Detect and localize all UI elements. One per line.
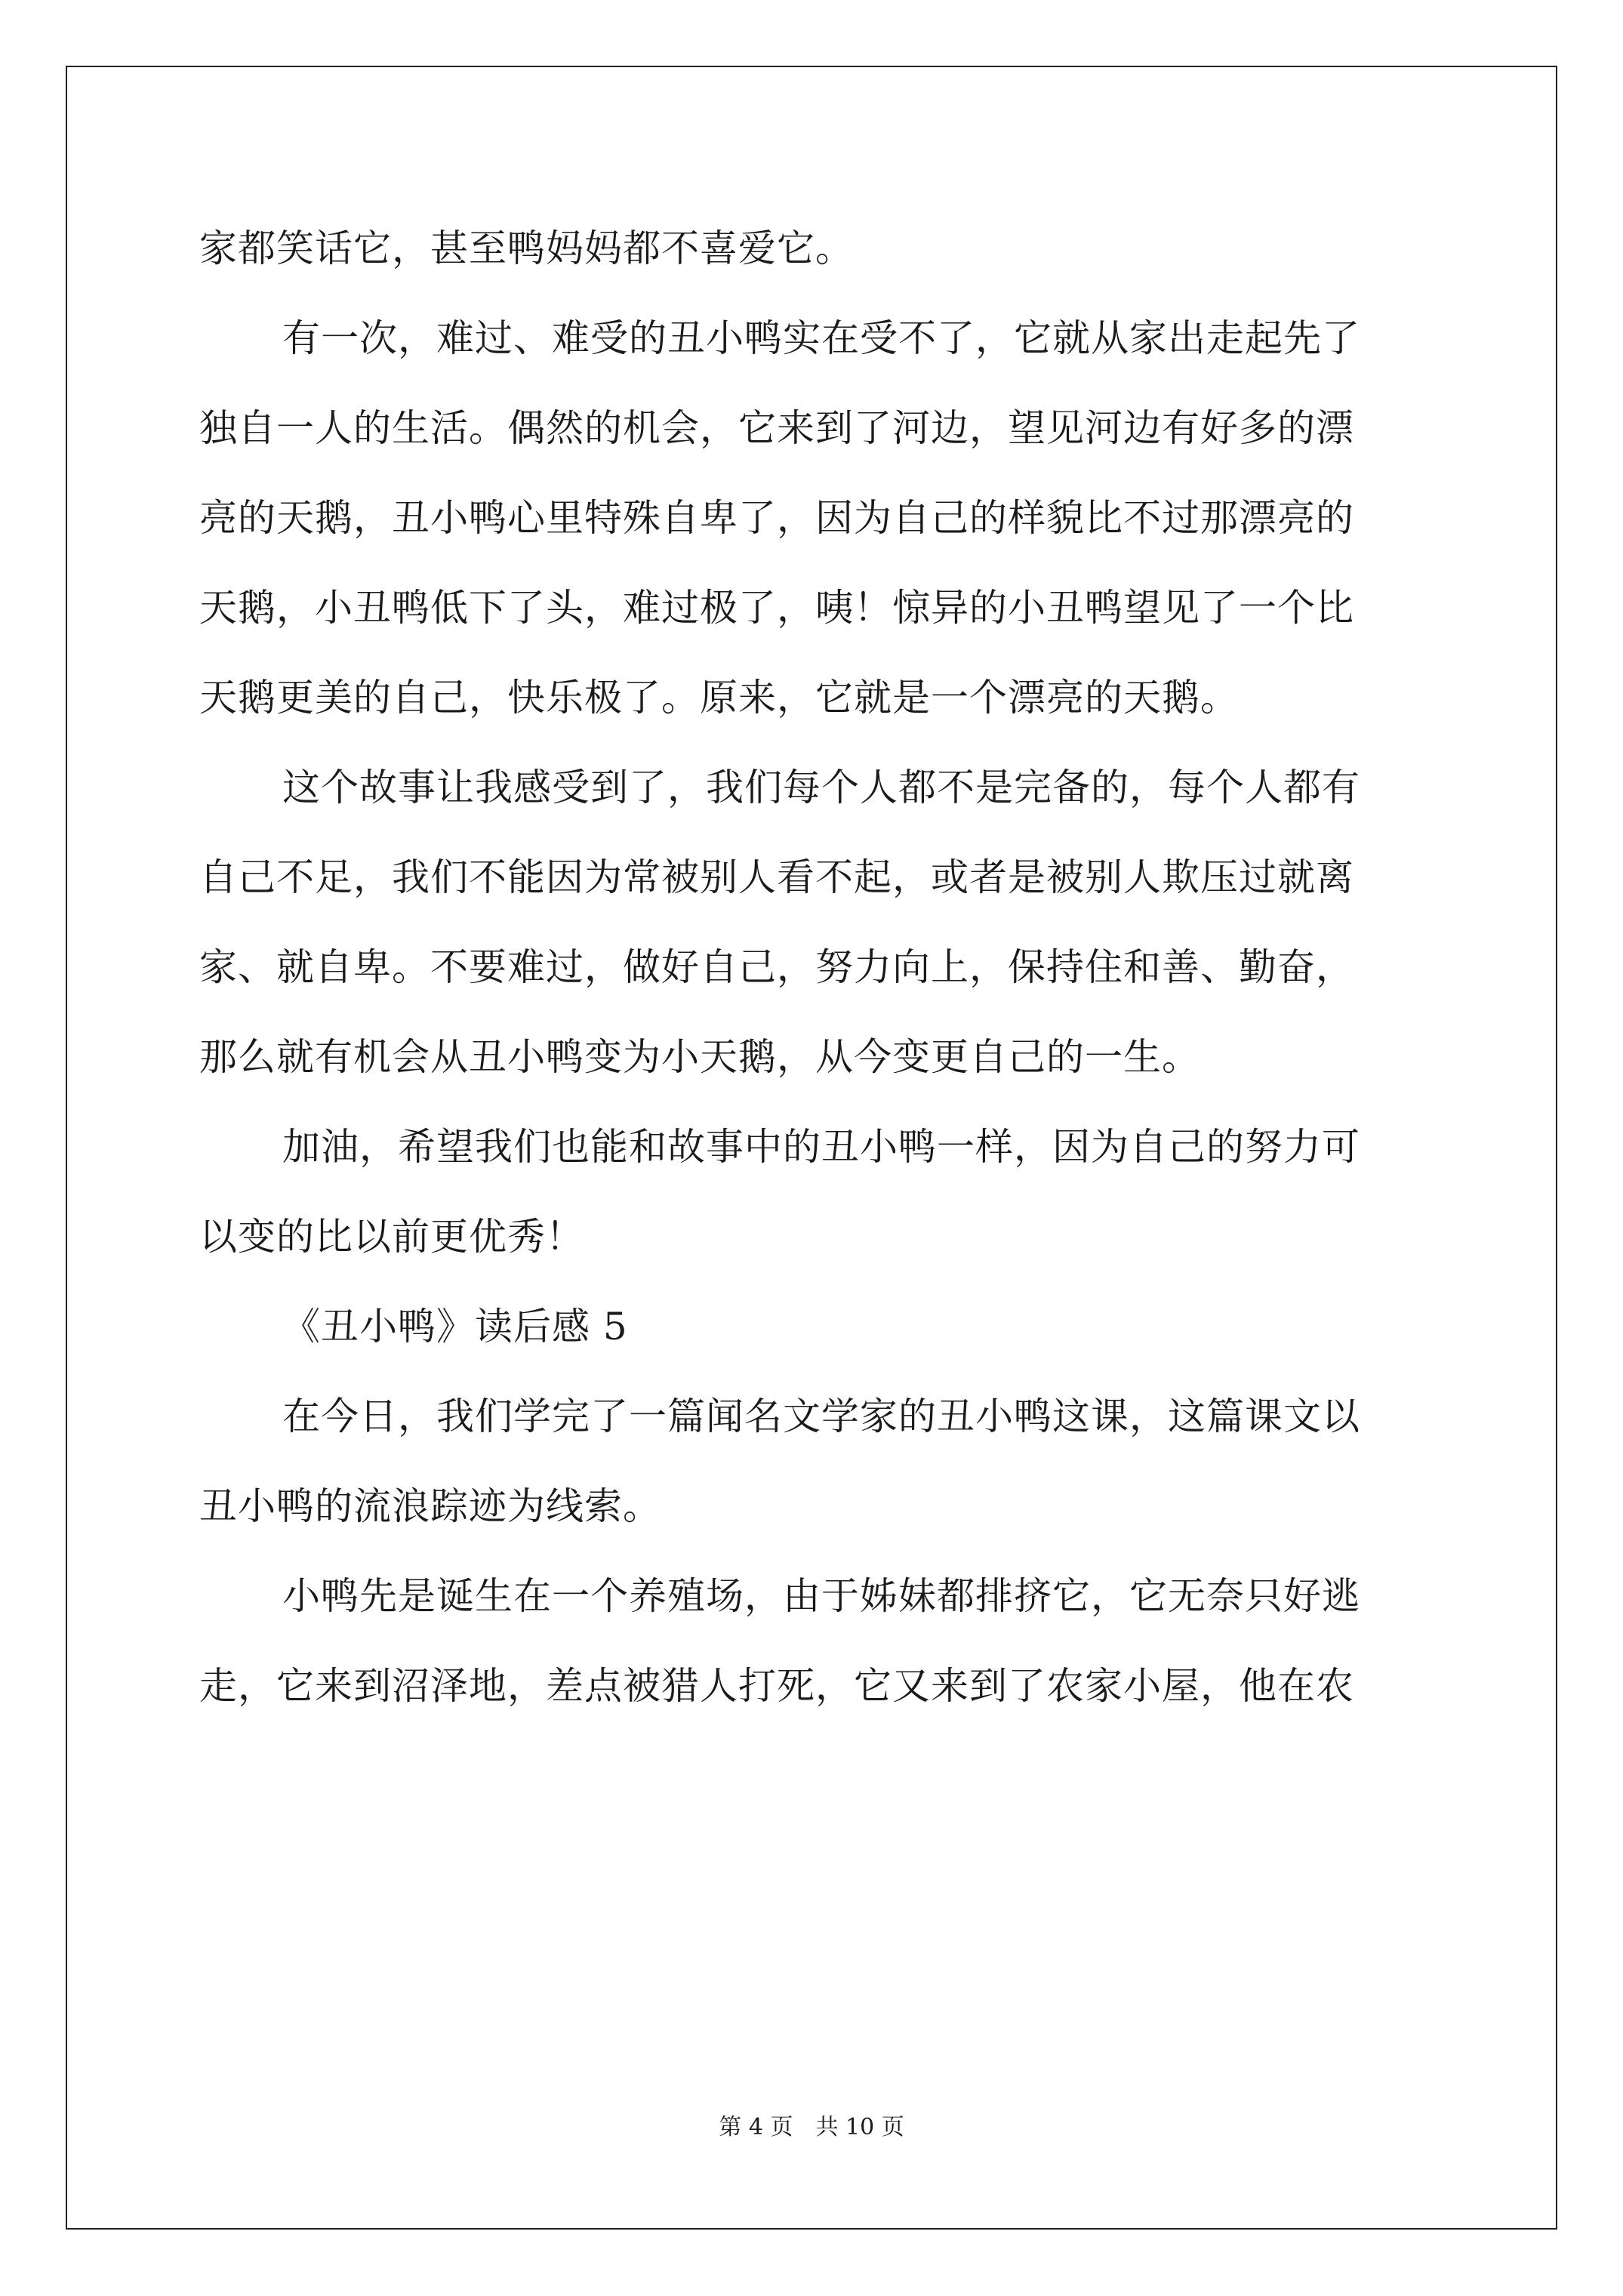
document-body: [199, 204, 1437, 1731]
text-line: 有一次，难过、难受的丑小鸭实在受不了，它就从家出走起先了: [282, 316, 1360, 360]
text-line: 独自一人的生活。偶然的机会，它来到了河边，望见河边有好多的漂: [199, 406, 1354, 450]
text-line: 自己不足，我们不能因为常被别人看不起，或者是被别人欺压过就离: [199, 855, 1354, 899]
text-line: 丑小鸭的流浪踪迹为线索。: [199, 1484, 661, 1528]
text-line: 以变的比以前更优秀！: [199, 1215, 584, 1259]
text-line: 小鸭先是诞生在一个养殖场，由于姊妹都排挤它，它无奈只好逃: [282, 1574, 1360, 1618]
text-line: 加油，希望我们也能和故事中的丑小鸭一样，因为自己的努力可: [282, 1125, 1360, 1169]
text-line: 走，它来到沼泽地，差点被猎人打死，它又来到了农家小屋，他在农: [199, 1664, 1354, 1708]
text-line: 天鹅，小丑鸭低下了头，难过极了，咦！惊异的小丑鸭望见了一个比: [199, 586, 1354, 630]
section-heading: 《丑小鸭》读后感 5: [282, 1305, 628, 1348]
text-line: 亮的天鹅，丑小鸭心里特殊自卑了，因为自己的样貌比不过那漂亮的: [199, 496, 1354, 540]
text-line: 那么就有机会从丑小鸭变为小天鹅，从今变更自己的一生。: [199, 1035, 1200, 1079]
text-line: 这个故事让我感受到了，我们每个人都不是完备的，每个人都有: [282, 766, 1360, 809]
text-line: 在今日，我们学完了一篇闻名文学家的丑小鸭这课，这篇课文以: [282, 1395, 1360, 1438]
text-line: 家都笑话它，甚至鸭妈妈都不喜爱它。: [199, 227, 854, 270]
page-number-footer: 第 4 页 共 10 页: [719, 2114, 904, 2140]
text-line: 家、就自卑。不要难过，做好自己，努力向上，保持住和善、勤奋，: [199, 945, 1354, 989]
text-line: 天鹅更美的自己，快乐极了。原来，它就是一个漂亮的天鹅。: [199, 676, 1239, 720]
